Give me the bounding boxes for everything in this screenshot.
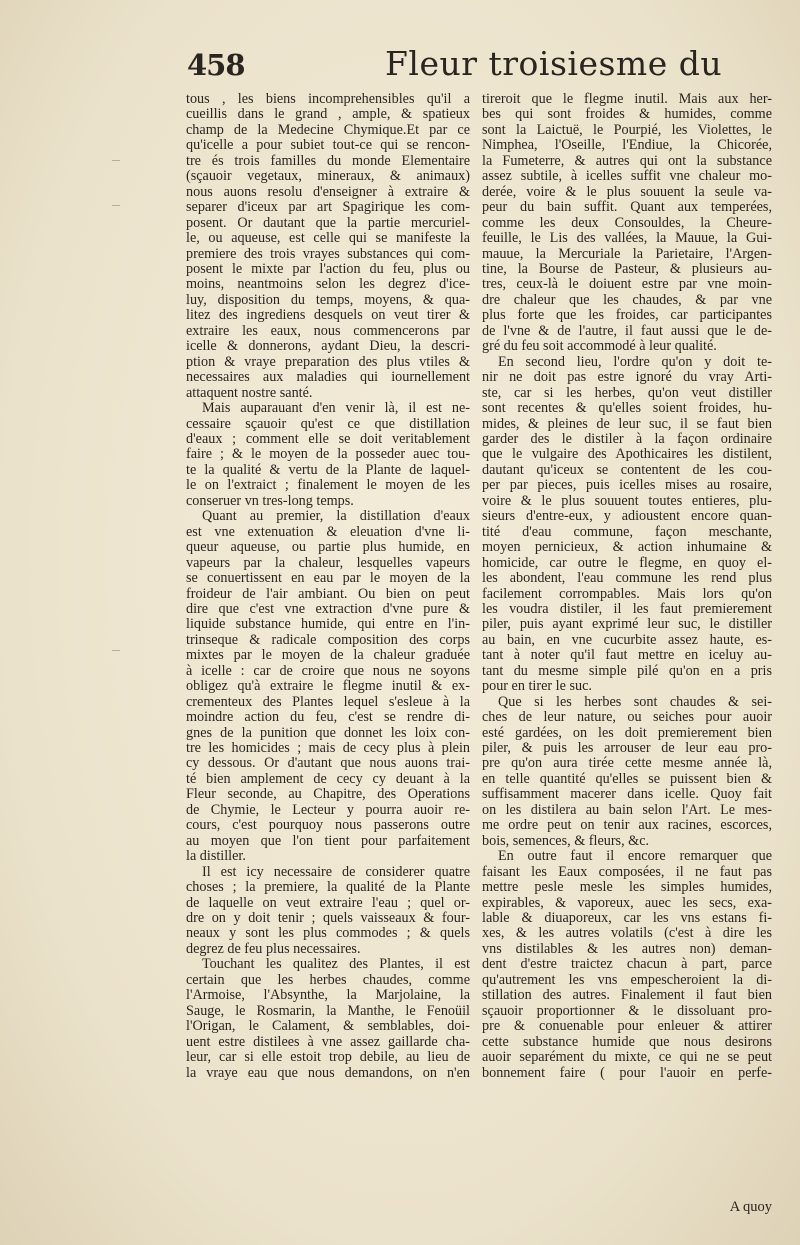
text-line: auoir separément du mixte, ce qui ne se peut [482,1050,772,1066]
margin-mark [112,160,120,161]
text-line: faisant les Eaux composées, il ne faut pas [482,864,772,880]
text-line: garder des le distiler à la façon ordinaire [482,431,772,447]
text-line: est vne extenuation & eleuation d'vne li- [186,524,470,540]
catchword: A quoy [729,1199,772,1215]
text-line: uent estre distilees à vne assez gaillarde cha- [186,1034,470,1050]
text-line: vapeurs par la chaleur, lesquelles vapeurs [186,555,470,571]
text-line: dre chaleur que les chaudes, & par vne [482,292,772,308]
text-line: tres, ceux-là le doiuent estre par vne moin- [482,277,772,293]
text-line: suffisamment macerer dans icelle. Quoy fait [482,787,772,803]
text-line: cette substance humide que nous desirons [482,1034,772,1050]
text-line: Nimphea, l'Oseille, l'Endiue, la Chicorée, [482,138,772,154]
text-line: dire que c'est vne extraction d'vne pure & [186,601,470,617]
text-line: conseruer vn tres-long temps. [186,493,354,509]
text-line: té bien amplement de cecy cy deuant à la [186,771,470,787]
text-line: champ de la Medecine Chymique.Et par ce [186,122,470,138]
text-line: Touchant les qualitez des Plantes, il est [202,957,470,973]
text-line: expirables, & vaporeux, auec les secs, exa- [482,895,772,911]
text-line: la distiller. [186,849,246,865]
text-line: sçauoir proportionner & le dissoluant pro- [482,1003,772,1019]
text-line: premiere des trois vrayes substances qui com- [186,246,470,262]
text-line: nir ne doit pas estre ignoré du vray Arti- [482,370,772,386]
text-line: Sauge, le Rosmarin, la Manthe, le Fenoüil [186,1003,470,1019]
text-line: obligez qu'à extraire le flegme inutil & ex- [186,679,470,695]
text-line: se conuertissent en eau par le moyen de la [186,571,470,587]
running-head: Fleur troisiesme du [385,44,723,83]
text-line: facilement corrompables. Mais lors qu'on [482,586,772,602]
text-line: bonnement faire ( pour l'auoir en perfe- [482,1065,772,1081]
text-line: litez des ingrediens desquels on veut tirer & [186,308,470,324]
text-line: esté gardées, on les doit premierement bien [482,725,772,741]
page-number: 458 [187,48,245,82]
text-line: dautant qu'iceux se contentent de les cou- [482,462,772,478]
text-line: qu'autrement les vns empescheroient la di- [482,972,772,988]
text-line: moins, neantmoins selon les degrez d'ice- [186,277,470,293]
text-line: (sçauoir vegetaux, mineraux, & animaux) [186,169,470,185]
text-line: bes qui sont froides & humides, comme [482,107,772,123]
text-line: faire ; & le moyen de la posseder auec tou- [186,447,470,463]
left-text-column [186,92,470,1081]
text-line: certain que les herbes chaudes, comme [186,972,470,988]
text-line: vns distilables & les autres non) deman- [482,941,772,957]
text-line: posent le mixte par l'action du feu, plus ou [186,261,470,277]
text-line: En outre faut il encore remarquer que [498,849,772,865]
text-line: que le vulgaire des Apothicaires les distilent, [482,447,772,463]
text-line: sont la Laictuë, le Pourpié, les Violettes, le [482,122,772,138]
text-line: xes, & les autres volatils (c'est à dire les [482,926,772,942]
text-line: dre on y doit tenir ; quels vaisseaux & four- [186,911,470,927]
text-line: degrez de feu plus necessaires. [186,941,361,957]
text-line: per par pieces, puis icelles mises au rosaire, [482,478,772,494]
text-line: mettre pesle mesle les simples humides, [482,880,772,896]
text-line: assez subtile, à icelles suffit vne chaleur mo- [482,169,772,185]
text-line: moindre action du feu, c'est se rendre di- [186,710,470,726]
text-line: bois, semences, & fleurs, &c. [482,833,650,849]
text-line: neaux y sont les plus commodes ; & quels [186,926,470,942]
text-line: leur, car si elle estoit trop debile, au lieu de [186,1050,470,1066]
text-line: choses ; la premiere, la qualité de la Plante [186,880,470,896]
text-line: mauue, la Mercuriale la Parietaire, l'Argen- [482,246,772,262]
text-line: d'eaux ; comment elle se doit veritablement [186,431,470,447]
text-line: l'Armoise, l'Absynthe, la Marjolaine, la [186,988,470,1004]
text-line: dent d'estre traictez chacun à part, parce [482,957,772,973]
text-line: mixtes par le moyen de la chaleur graduée [186,648,470,664]
text-line: pre & conuenable pour enleuer & attirer [482,1019,772,1035]
text-line: Quant au premier, la distillation d'eaux [202,509,470,525]
text-line: tité d'eau commune, façon meschante, [482,524,772,540]
text-line: te la qualité & vertu de la Plante de laquel- [186,462,470,478]
text-line: tireroit que le flegme inutil. Mais aux her- [482,92,772,107]
text-line: en telle quantité qu'elles se puissent bien & [482,771,772,787]
text-line: lable & diuaporeux, car les vns estans fi- [482,911,772,927]
text-line: Que si les herbes sont chaudes & sei- [498,694,772,710]
text-line: icelle & donnerons, aydant Dieu, la descri- [186,339,470,355]
text-line: gré du feu soit accommodé à leur qualité. [482,339,717,355]
text-line: queur aqueuse, ou partie plus humide, en [186,540,470,556]
text-line: à icelle : car de croire que nous ne soyons [186,663,470,679]
text-line: pour en tirer le suc. [482,679,592,695]
text-line: plus forte que les froides, car participantes [482,308,772,324]
text-line: homicide, car outre le flegme, en quoy el- [482,555,772,571]
text-line: posent. Or dautant que la partie mercuriel- [186,215,470,231]
text-line: cours, c'est pourquoy nous passerons outre [186,818,470,834]
text-line: nous auons resolu d'enseigner à extraire & [186,184,470,200]
text-line: de l'vne & de l'autre, il faut aussi que le de- [482,323,772,339]
text-line: les abondent, l'eau commune les rend plus [482,571,772,587]
text-line: me ordre peut on tenir aux racines, escorces, [482,818,772,834]
text-line: de Chymie, le Lecteur y pourra auoir re- [186,802,470,818]
text-line: on les distilera au bain selon l'Art. Le mes- [482,802,772,818]
text-line: sieurs d'entre-eux, y adioustent encore quan- [482,509,772,525]
text-line: pre qu'on aura tirée cette mesme année là, [482,756,772,772]
text-line: attaquent nostre santé. [186,385,313,401]
text-line: cueillis dans le grand , ample, & spatieux [186,107,470,123]
text-line: Mais auparauant d'en venir là, il est ne- [202,401,470,417]
text-line: ption & vraye preparation des plus vtiles & [186,354,470,370]
text-line: l'Origan, le Calament, & semblables, doi- [186,1019,470,1035]
text-line: gnes de la punition que donnet les loix con- [186,725,470,741]
text-line: stillation des autres. Finalement il faut bien [482,988,772,1004]
text-line: necessaires aux maladies qui iournellement [186,370,470,386]
text-line: tre les homicides ; mais de cecy plus à plein [186,741,470,757]
text-line: En second lieu, l'ordre qu'on y doit te- [498,354,772,370]
text-line: cessaire sçauoir qu'est ce que distillation [186,416,470,432]
text-line: piler, puis ayant exprimé leur suc, le distiller [482,617,772,633]
text-line: separer d'iceux par art Spagirique les com- [186,200,470,216]
text-line: extraire les eaux, nous commencerons par [186,323,470,339]
text-line: tant du mesme simple pilé qu'on en a pris [482,663,772,679]
text-line: trinseque & radicale composition des corps [186,632,470,648]
text-line: voire & le plus souuent toutes entieres, plu- [482,493,772,509]
text-line: peur du bain suffit. Quant aux temperées, [482,200,772,216]
text-line: au moyen que l'on tient pour parfaitement [186,833,470,849]
text-line: qu'icelle a pour subiet tout-ce qui se rencon- [186,138,470,154]
text-line: tous , les biens incomprehensibles qu'il a [186,92,470,107]
margin-mark [112,205,120,206]
text-line: ste, car si les herbes, qu'on veut distiller [482,385,772,401]
text-line: mides, & pleines de leur suc, il se faut bien [482,416,772,432]
text-line: derée, voire & le plus souuent la seule va- [482,184,772,200]
text-line: la Fumeterre, & autres qui ont la substance [482,153,772,169]
text-line: sont recentes & qu'elles soient froides, hu- [482,401,772,417]
text-line: Il est icy necessaire de considerer quatre [202,864,470,880]
text-line: le on l'extraict ; finalement le moyen de les [186,478,470,494]
margin-mark [112,650,120,651]
text-line: tre és trois familles du monde Elementaire [186,153,470,169]
text-line: le, ou aqueuse, est celle qui se manifeste la [186,231,470,247]
text-line: les voudra distiler, il les faut premierement [482,601,772,617]
text-line: ches de leur nature, ou seiches pour auoir [482,710,772,726]
text-line: luy, disposition du temps, moyens, & qua- [186,292,470,308]
text-line: froideur de l'air ambiant. Ou bien on peut [186,586,470,602]
text-line: cy dessous. Or d'autant que nous auons trai- [186,756,470,772]
text-line: Fleur seconde, au Chapitre, des Operations [186,787,470,803]
text-line: liquide substance humide, qui entre en l'in- [186,617,470,633]
text-line: piler, & puis les arrouser de leur eau pro- [482,741,772,757]
text-line: moyen pernicieux, & action inhumaine & [482,540,772,556]
text-line: tine, la Bourse de Pasteur, & plusieurs au- [482,261,772,277]
text-line: crementeux des Plantes lequel s'esleue à la [186,694,470,710]
text-line: de laquelle on veut extraire l'eau ; quel or- [186,895,470,911]
text-line: comme les deux Consouldes, la Cheure- [482,215,772,231]
text-line: tant à noter qu'il faut mettre en iceluy au- [482,648,772,664]
text-line: au bain, en vne cucurbite assez haute, es- [482,632,772,648]
text-line: feuille, le Lis des vallées, la Mauue, la Gui- [482,231,772,247]
right-text-column [482,92,772,1081]
text-line: la vraye eau que nous demandons, on n'en [186,1065,470,1081]
